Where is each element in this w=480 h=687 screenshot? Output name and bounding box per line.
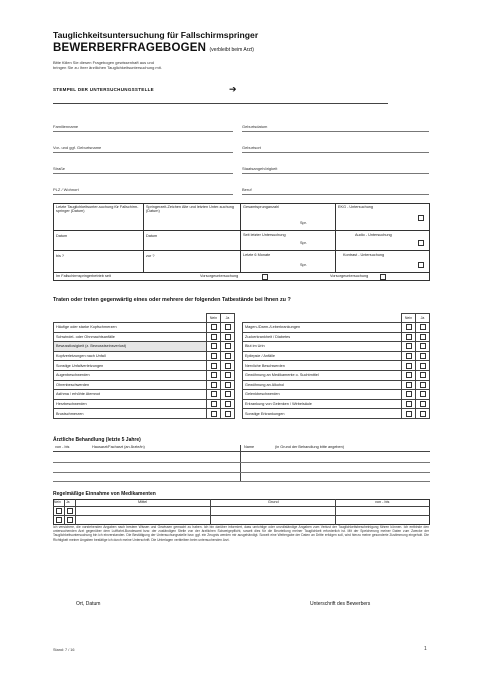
nein-cell[interactable] [402,332,416,342]
declaration-text: Ich versichere, die vorstehenden Angaben nach bestem Wissen und Gewissen gemacht zu haben. Ich bin darüber informiert, dass unrichtige oder unvollständige Angaben zum Verlust der Tauglichkeitsbescheinigung führen können. Ich entbinde den untersuchenden Arzt gegenüber dem Luftfahrt-Bundesamt bzw. der zuständigen Stelle von der ärztlichen Schweigepflicht, soweit dies für die Beurteilung meiner Tauglichkeit erforderlich ist. Mit der Speicherung meiner Daten zum Zwecke der Tauglichkeitsuntersuchung bin ich einverstanden. Die Bestätigung der Untersuchungsstelle bzw. ggf. ein Zeugnis werden mir ausgehändigt. Soweit eine Weitergabe der Daten an Dritte erfolgen soll, wird hierzu meine gesonderte Zustimmung eingeholt. Die Richtigkeit meiner Angaben bestätige ich durch meine Unterschrift. Die Unterlagen verbleiben beim untersuchenden Arzt. [53,525,429,542]
title-note: (verbleibt beim Arzt) [209,47,254,53]
nein-cell[interactable] [402,409,416,419]
bottom-right-checkbox[interactable] [380,274,386,280]
col-ja: Ja [416,314,430,323]
ja-cell[interactable] [416,409,430,419]
checkbox[interactable] [406,353,412,359]
ja-cell[interactable] [416,380,430,390]
table-row [54,380,235,390]
table-row [54,409,235,419]
divider [53,230,430,231]
checkbox[interactable] [420,401,426,407]
condition-label: Herzbeschwerden [54,399,207,409]
label-bottom-right: Vorsorgeuntersuchung [330,274,369,278]
field-geburtsdatum[interactable] [242,131,429,132]
condition-label: Schwindel- oder Ohnmachtsanfälle [54,332,207,342]
checkbox[interactable] [211,372,217,378]
checkbox[interactable] [406,343,412,349]
signature-place-date: Ort, Datum [76,601,101,607]
treatment-line[interactable] [53,462,430,463]
ja-cell[interactable] [221,323,235,333]
ja-cell[interactable] [221,351,235,361]
ja-cell[interactable] [416,351,430,361]
table-row [54,351,235,361]
checkbox[interactable] [406,411,412,417]
checkbox[interactable] [420,343,426,349]
label-jumps-unit: Spr. [300,221,307,225]
nein-cell[interactable] [207,409,221,419]
medication-col-mittel: Mittel [138,500,148,504]
divider [210,499,211,525]
label-since-last: Seit letzter Untersuchung [243,233,286,237]
checkbox[interactable] [211,324,217,330]
nein-cell[interactable] [207,390,221,400]
condition-label: Nervliche Beschwerden [243,361,402,371]
checkbox[interactable] [420,382,426,388]
table-row [243,399,430,409]
arrow-right-icon: ➔ [229,84,237,94]
condition-label: Augenbeschwerden [54,370,207,380]
medication-col-grund: Grund [268,500,279,504]
condition-label: Sonstige Erkrankungen [243,409,402,419]
ja-cell[interactable] [221,342,235,352]
nein-cell[interactable] [402,342,416,352]
label-geburtsdatum: Geburtsdatum [242,124,268,129]
medication-table [53,499,430,525]
col-nein: Nein [207,314,221,323]
divider [53,506,430,507]
ja-cell[interactable] [221,361,235,371]
checkbox[interactable] [406,363,412,369]
nein-cell[interactable] [402,323,416,333]
divider [240,203,241,272]
bottom-mid-checkbox[interactable] [262,274,268,280]
checkbox[interactable] [225,324,231,330]
nein-cell[interactable] [207,323,221,333]
kontrast-checkbox[interactable] [418,262,424,268]
nein-cell[interactable] [207,351,221,361]
divider [75,499,76,525]
table-row [54,390,235,400]
label-jumps-total: Gesamtsprunganzahl [243,205,280,209]
intro-line-1: Bitte füllen Sie diesen Fragebogen gewissenhaft aus und [53,60,154,65]
condition-label: Asthma / erhöhte Atemnot [54,390,207,400]
checkbox[interactable] [406,391,412,397]
label-since-unit: Spr. [300,241,307,245]
ja-cell[interactable] [416,370,430,380]
ja-cell[interactable] [416,390,430,400]
nein-cell[interactable] [402,390,416,400]
label-staatsangehoerigkeit: Staatsangehörigkeit [242,166,278,171]
table-row [54,370,235,380]
table-row [54,361,235,371]
ja-cell[interactable] [416,332,430,342]
field-strasse[interactable] [53,173,233,174]
treatment-line[interactable] [53,472,430,473]
checkbox[interactable] [211,363,217,369]
label-last-exam: Letzte Tauglichkeitsunter-suchung für Fallschirm-springer (Datum) [56,205,139,214]
label-datum: Datum [56,234,68,238]
checkbox[interactable] [406,382,412,388]
condition-label: Häufige oder starke Kopfschmerzen [54,323,207,333]
checkbox[interactable] [211,382,217,388]
table-row [243,409,430,419]
table-row [54,323,235,333]
treatment-col-doctor: Hausarzt/Facharzt (an Ärzte/in) [92,445,145,449]
medication-col-von-bis: von - bis [375,500,390,504]
condition-label: Blut im Urin [243,342,402,352]
audio-checkbox[interactable] [418,240,424,246]
condition-label: Ohrenbeschwerden [54,380,207,390]
label-geburtsort: Geburtsort [242,145,261,150]
checkbox[interactable] [225,372,231,378]
ja-cell[interactable] [221,332,235,342]
intro-text [53,60,253,70]
nein-cell[interactable] [207,361,221,371]
field-staatsangehoerigkeit[interactable] [242,173,429,174]
checkbox[interactable] [225,401,231,407]
table-row [243,390,430,400]
field-plz-wohnort[interactable] [53,194,233,195]
condition-label: Gewöhnung an Alkohol [243,380,402,390]
checkbox[interactable] [225,363,231,369]
ja-cell[interactable] [416,361,430,371]
table-row [243,323,430,333]
condition-label: Magen-/Darm-/Leberkrankungen [243,323,402,333]
checkbox[interactable] [225,391,231,397]
header-spacer [243,314,402,323]
checkbox[interactable] [225,382,231,388]
footer-version: Stand: 7 / 16 [53,648,75,652]
table-row [243,332,430,342]
nein-cell[interactable] [207,332,221,342]
stamp-label: STEMPEL DER UNTERSUCHUNGSSTELLE [53,87,154,92]
nein-cell[interactable] [402,399,416,409]
checkbox[interactable] [225,334,231,340]
checkbox[interactable] [225,353,231,359]
ekg-checkbox[interactable] [418,215,424,221]
treatment-col-name: Name [244,445,255,449]
condition-label: Zuckerkrankheit / Diabetes [243,332,402,342]
medication-title: Regelmäßige Einnahme von Medikamenten [53,491,156,497]
ja-cell[interactable] [416,342,430,352]
table-row [54,332,235,342]
field-familienname[interactable] [53,131,233,132]
nein-cell[interactable] [402,351,416,361]
checkbox[interactable] [420,411,426,417]
table-row [54,342,235,352]
medication-nein-checkbox[interactable] [56,508,62,514]
checkbox[interactable] [406,372,412,378]
label-zur: zur ? [146,254,155,258]
medication-ja-checkbox[interactable] [67,508,73,514]
checkbox[interactable] [420,363,426,369]
checkbox[interactable] [420,372,426,378]
ja-cell[interactable] [221,409,235,419]
intro-line-2: bringen Sie zu Ihrer ärztlichen Tauglichkeitsuntersuchung mit. [53,65,162,70]
checkbox[interactable] [225,411,231,417]
table-header-row [243,314,430,323]
field-geburtsort[interactable] [242,152,429,153]
checkbox[interactable] [211,343,217,349]
checkbox[interactable] [420,324,426,330]
table-row [243,351,430,361]
nein-cell[interactable] [207,399,221,409]
col-ja: Ja [221,314,235,323]
header-spacer [54,314,207,323]
checkbox[interactable] [211,391,217,397]
signature-applicant: Unterschrift des Bewerbers [310,601,371,607]
ja-cell[interactable] [416,399,430,409]
nein-cell[interactable] [402,380,416,390]
divider [53,250,430,251]
checkbox[interactable] [225,343,231,349]
condition-label: Kopfverletzungen nach Unfall [54,351,207,361]
divider [335,203,336,272]
stamp-rule [53,103,388,104]
col-nein: Nein [402,314,416,323]
medication-ja-checkbox[interactable] [67,517,73,523]
label-vorname: Vor- und ggf. Geburtsname [53,145,102,150]
nein-cell[interactable] [402,361,416,371]
label-letzte: Letzte 6 Monate [243,253,271,257]
checkbox[interactable] [211,353,217,359]
label-bottom-left: Im Fallschirmspringerbetrieb seit [56,274,111,278]
ja-cell[interactable] [221,399,235,409]
form-title [53,42,254,54]
ja-cell[interactable] [416,323,430,333]
condition-label: Sonstige Unfallverletzungen [54,361,207,371]
nein-cell[interactable] [207,370,221,380]
label-kontrast: Kontrast - Untersuchung [343,253,385,257]
table-row [243,380,430,390]
form-subtitle: Tauglichkeitsuntersuchung für Fallschirmspringer [53,30,259,40]
exam-info-box [53,203,430,281]
label-datum-2: Datum [146,234,158,238]
table-row [243,370,430,380]
table-row [243,342,430,352]
condition-label: Epilepsie / Anfälle [243,351,402,361]
form-title-text: BEWERBERFRAGEBOGEN [53,42,207,54]
ja-cell[interactable] [221,380,235,390]
label-familienname: Familienname [53,124,79,129]
table-row [54,399,235,409]
table-header-row [54,314,235,323]
conditions-table-right [242,313,430,419]
checkbox[interactable] [211,401,217,407]
checkbox[interactable] [211,411,217,417]
condition-label: Gewöhnung an Medikamente o. Suchtmittel [243,370,402,380]
treatment-line[interactable] [53,481,430,482]
medication-col-nein: Nein [54,500,61,504]
condition-label: Erkrankung von Gelenken / Wirbelsäule [243,399,402,409]
nein-cell[interactable] [402,370,416,380]
label-letzte-unit: Spr. [300,263,307,267]
label-audio: Audio - Untersuchung [355,233,392,237]
label-bottom-mid: Vorsorgeuntersuchung [200,274,239,278]
divider [53,272,430,273]
divider [64,499,65,525]
treatment-rule [53,451,430,452]
treatment-col-from: von - bis [55,445,70,449]
condition-label: Gelenkbeschwerden [243,390,402,400]
label-plz-wohnort: PLZ / Wohnort [53,187,79,192]
checkbox[interactable] [406,324,412,330]
conditions-table-left [53,313,235,419]
divider [143,203,144,272]
treatment-divider [240,445,241,481]
checkbox[interactable] [420,353,426,359]
divider [335,499,336,525]
medication-col-ja: Ja [66,500,70,504]
field-vorname[interactable] [53,152,233,153]
label-last-glider: Springerzeit-Zeichen Alte und letzten Unter-suchung (Datum) [146,205,235,214]
treatment-col-reason: (in Grund der Behandlung bitte angeben) [275,445,345,449]
checkbox[interactable] [211,334,217,340]
label-strasse: Straße [53,166,66,171]
table-row [243,361,430,371]
nein-cell[interactable] [207,380,221,390]
medication-nein-checkbox[interactable] [56,517,62,523]
ja-cell[interactable] [221,390,235,400]
condition-label: Bewusstlosigkeit (z. Bewusstseinsverlust) [54,342,207,352]
conditions-question: Traten oder treten gegenwärtig eines oder mehrere der folgenden Tatbestände bei Ihnen zu ? [53,297,291,303]
label-beruf: Beruf [242,187,252,192]
nein-cell[interactable] [207,342,221,352]
checkbox[interactable] [406,334,412,340]
label-ekg: EKG - Untersuchung [338,205,374,209]
label-bis: bis ? [56,254,65,258]
checkbox[interactable] [420,334,426,340]
field-beruf[interactable] [242,194,429,195]
treatment-title: Ärztliche Behandlung (letzte 5 Jahre) [53,437,141,443]
checkbox[interactable] [420,391,426,397]
ja-cell[interactable] [221,370,235,380]
page-number: 1 [424,646,427,652]
condition-label: Brustschmerzen [54,409,207,419]
checkbox[interactable] [406,401,412,407]
divider [53,515,430,516]
